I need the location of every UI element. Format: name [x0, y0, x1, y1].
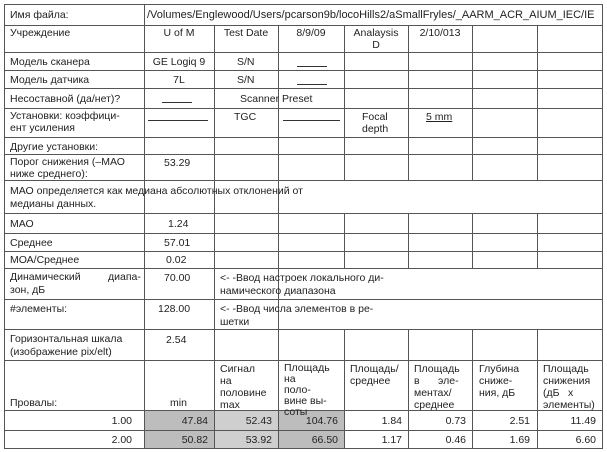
- dynamic-range-note-line2: намического диапазона: [220, 285, 336, 297]
- mean-value: 57.01: [164, 237, 191, 249]
- dips-header-area-half-l5: соты: [284, 406, 308, 418]
- dips-header-area-mean-l2: среднее: [350, 375, 391, 387]
- test-date-label: Test Date: [223, 27, 269, 39]
- dip-row-2-area-elements: 0.46: [445, 434, 466, 446]
- dip-row-1-signal: 52.43: [245, 415, 272, 427]
- elements-note-line2: шетки: [220, 316, 250, 328]
- dip-row-2-area-half: 66.50: [311, 434, 338, 446]
- mao-note-line2: медианы данных.: [10, 198, 97, 210]
- dips-header-area-elements-l2b: эле-: [438, 375, 459, 387]
- dip-row-2-depth: 1.69: [509, 434, 530, 446]
- dips-header-area-db-l4: элементы): [543, 399, 595, 411]
- hscale-label-line1: Горизонтальная шкала: [10, 333, 123, 345]
- dynamic-range-note-line1: <- -Ввод настроек локального ди-: [220, 272, 384, 284]
- dip-row-2-id: 2.00: [111, 434, 132, 446]
- scanner-sn-label: S/N: [237, 56, 255, 68]
- mean-label: Среднее: [10, 237, 53, 249]
- tgc-label: TGC: [234, 111, 257, 123]
- other-settings-label: Другие установки:: [10, 141, 99, 153]
- probe-model-value: 7L: [173, 74, 185, 86]
- dips-header-area-elements-l4: среднее: [414, 399, 455, 411]
- file-path: /Volumes/Englewood/Users/pcarson9b/locoHills2/aSmallFryles/_AARM_ACR_AIUM_IEC/IE: [147, 9, 595, 21]
- dips-header-area-half: Площадь: [284, 362, 330, 374]
- compound-blank: [162, 102, 192, 103]
- threshold-label-line1: Порог снижения (–МАО: [10, 156, 125, 168]
- elements-value: 128.00: [158, 303, 191, 315]
- dynamic-range-value: 70.00: [164, 272, 191, 284]
- dips-header-depth: Глубина: [479, 363, 520, 375]
- test-date-value: 8/9/09: [296, 27, 326, 39]
- elements-note-line1: <- -Ввод числа элементов в ре-: [220, 303, 374, 315]
- dip-row-1-area-half: 104.76: [305, 415, 338, 427]
- dips-header-area-elements: Площадь: [414, 363, 460, 375]
- focal-label-line1: Focal: [362, 111, 388, 123]
- dynamic-range-label-line1b: диапа-: [108, 271, 141, 283]
- compound-label: Несоставной (да/нет)?: [10, 93, 121, 105]
- dips-header-depth-l2: сниже-: [479, 375, 513, 387]
- dips-header-area-db-l3: (дБ: [543, 387, 560, 399]
- hscale-label-line2: (изображение pix/elt): [10, 346, 112, 358]
- scanner-preset-label: Scanner Preset: [240, 93, 313, 105]
- settings-label-line1: Установки: коэффици-: [10, 110, 120, 122]
- scanner-sn-blank: [297, 66, 327, 67]
- dips-header-area-half-l3: поло-: [284, 384, 311, 396]
- dip-row-2-area-mean: 1.17: [381, 434, 402, 446]
- dip-row-1-area-db: 11.49: [570, 415, 596, 427]
- dips-header-signal: Сигнал: [220, 363, 256, 375]
- dips-header-depth-l3: ния, дБ: [479, 387, 516, 399]
- scanner-model-label: Модель сканера: [10, 56, 90, 68]
- analysis-label-line2: D: [372, 39, 380, 51]
- elements-label: #элементы:: [10, 303, 68, 315]
- dip-row-2-min: 50.82: [181, 434, 208, 446]
- mao-label: МАО: [10, 218, 34, 230]
- institution-value: U of M: [163, 27, 195, 39]
- dynamic-range-label-line1: Динамический: [10, 271, 81, 283]
- dip-row-1-area-elements: 0.73: [445, 415, 466, 427]
- dips-header-area-db-l3b: х: [568, 387, 574, 399]
- dips-header-area-mean: Площадь/: [350, 363, 399, 375]
- threshold-value: 53.29: [164, 157, 191, 169]
- dips-header-area-db: Площадь: [543, 363, 589, 375]
- dips-label: Провалы:: [10, 397, 58, 409]
- tgc-blank: [283, 120, 340, 121]
- moa-ratio-value: 0.02: [166, 254, 187, 266]
- threshold-label-line2: ниже среднего):: [10, 168, 88, 180]
- dips-header-area-elements-l2: в: [414, 375, 420, 387]
- settings-label-line2: ент усиления: [10, 122, 75, 134]
- hscale-value: 2.54: [166, 334, 187, 346]
- probe-model-label: Модель датчика: [10, 74, 90, 86]
- file-label: Имя файла:: [10, 9, 69, 21]
- moa-ratio-label: МОА/Среднее: [10, 254, 80, 266]
- dip-row-2-signal: 53.92: [245, 434, 272, 446]
- probe-sn-blank: [297, 84, 327, 85]
- dynamic-range-label-line2: зон, дБ: [10, 284, 46, 296]
- scanner-model-value: GE Logiq 9: [152, 56, 206, 68]
- probe-sn-label: S/N: [237, 74, 255, 86]
- mao-value: 1.24: [168, 218, 189, 230]
- dip-row-2-area-db: 6.60: [575, 434, 596, 446]
- dips-header-signal-l4: max: [220, 399, 240, 411]
- dip-row-1-depth: 2.51: [509, 415, 530, 427]
- institution-label: Учреждение: [10, 27, 71, 39]
- analysis-date-value: 2/10/013: [419, 27, 461, 39]
- dips-header-signal-l3: половине: [220, 387, 267, 399]
- dips-header-area-half-l2: на: [284, 373, 296, 385]
- analysis-label-line1: Analaysis: [353, 27, 399, 39]
- dips-header-area-half-l4: вине вы-: [284, 395, 327, 407]
- gain-blank: [148, 120, 208, 121]
- dip-row-1-area-mean: 1.84: [381, 415, 402, 427]
- dips-header-area-db-l2: снижения: [543, 375, 591, 387]
- dips-min-label: min: [170, 397, 187, 409]
- dips-header-area-elements-l3: ментах/: [414, 387, 452, 399]
- mao-note-line1: МАО определяется как медиана абсолютных отклонений от: [10, 185, 303, 197]
- focal-depth-value: 5 mm: [426, 111, 453, 123]
- dip-row-1-id: 1.00: [111, 415, 132, 427]
- dip-row-1-min: 47.84: [181, 415, 208, 427]
- dips-header-signal-l2: на: [220, 375, 232, 387]
- focal-label-line2: depth: [362, 123, 389, 135]
